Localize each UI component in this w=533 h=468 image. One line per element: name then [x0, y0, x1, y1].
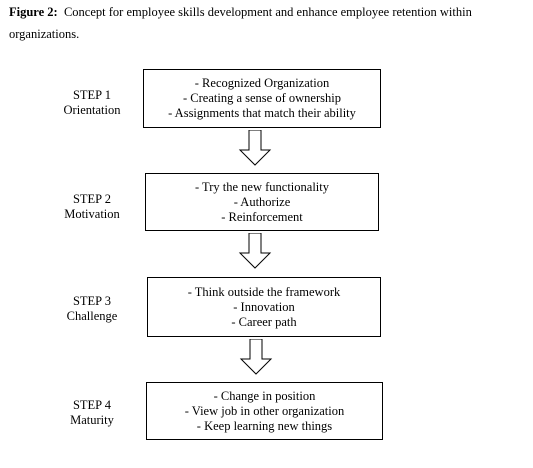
- step-3-item: - Career path: [231, 314, 297, 329]
- step-2-box: [145, 173, 379, 231]
- step-4-label: [52, 398, 132, 428]
- step-3-stage: Challenge: [66, 309, 118, 323]
- step-4-number: STEP 4: [72, 398, 112, 412]
- step-1-box: [143, 69, 381, 128]
- step-2-label: [52, 192, 132, 222]
- figure-label: Figure 2:: [9, 5, 58, 19]
- step-1-item: - Creating a sense of ownership: [183, 91, 341, 105]
- step-3-number: STEP 3: [72, 294, 112, 308]
- step-4-item: - View job in other organization: [184, 403, 345, 418]
- step-4-stage: Maturity: [70, 413, 114, 427]
- step-1-number: STEP 1: [72, 88, 112, 102]
- step-3-item: - Innovation: [233, 299, 295, 314]
- step-2-stage: Motivation: [64, 207, 120, 221]
- figure-caption: [9, 1, 524, 45]
- figure-caption-text: Concept for employee skills development and enhance employee retention within organizations.: [9, 5, 472, 41]
- step-4-box: [146, 382, 383, 440]
- step-4-item: - Keep learning new things: [196, 418, 333, 433]
- step-1-item: - Assignments that match their ability: [168, 106, 356, 120]
- step-2-item: - Authorize: [233, 194, 291, 209]
- down-arrow-icon: [238, 130, 272, 166]
- step-4-item: - Change in position: [213, 388, 316, 403]
- step-2-item: - Try the new functionality: [194, 179, 329, 194]
- step-1-label: [52, 88, 132, 118]
- step-2-number: STEP 2: [72, 192, 112, 206]
- step-2-item: - Reinforcement: [221, 209, 303, 224]
- step-3-box: [147, 277, 381, 337]
- step-1-item: - Recognized Organization: [194, 76, 330, 90]
- step-3-label: [52, 294, 132, 324]
- step-1-stage: Orientation: [63, 103, 121, 117]
- down-arrow-icon: [239, 339, 273, 375]
- step-3-item: - Think outside the framework: [187, 284, 341, 299]
- down-arrow-icon: [238, 233, 272, 269]
